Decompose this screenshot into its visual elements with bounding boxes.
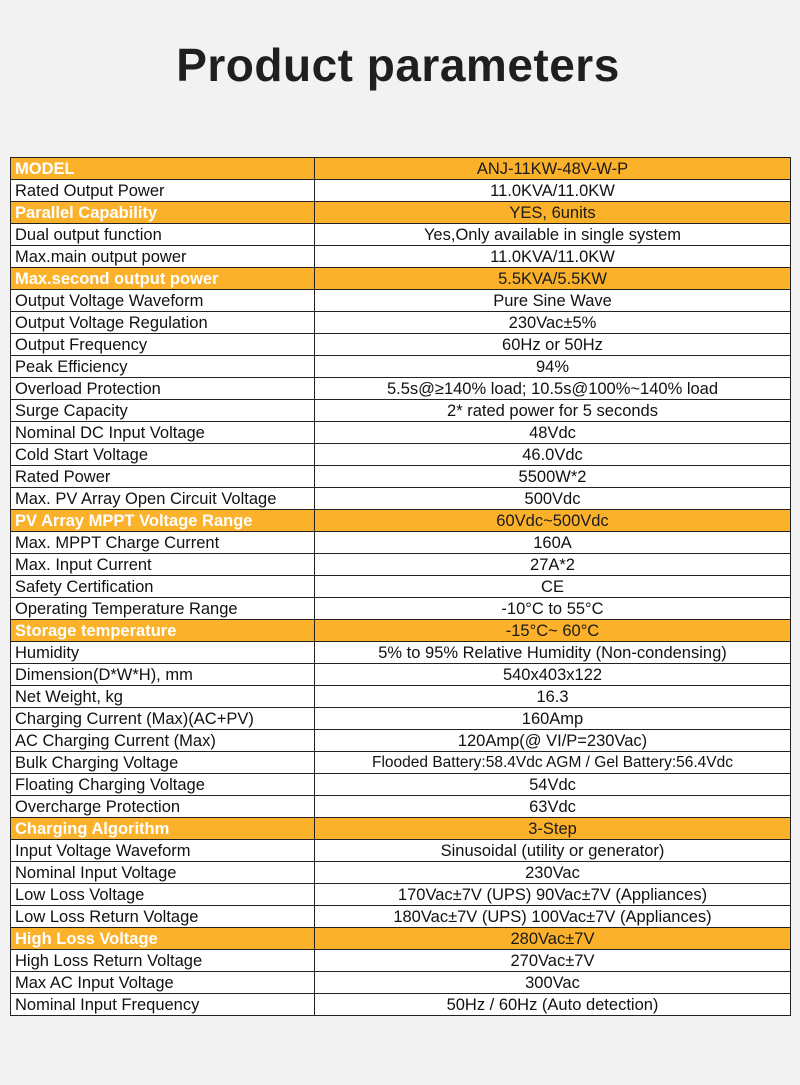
spec-label: Max.main output power: [11, 246, 315, 268]
spec-label: Overload Protection: [11, 378, 315, 400]
spec-label: Output Frequency: [11, 334, 315, 356]
spec-value: 11.0KVA/11.0KW: [315, 180, 791, 202]
spec-row: [11, 202, 791, 224]
spec-label: Net Weight, kg: [11, 686, 315, 708]
spec-row: [11, 268, 791, 290]
spec-row: [11, 994, 791, 1016]
spec-label: Rated Power: [11, 466, 315, 488]
spec-row: [11, 642, 791, 664]
spec-label: Dual output function: [11, 224, 315, 246]
spec-value: 50Hz / 60Hz (Auto detection): [315, 994, 791, 1016]
spec-label: Bulk Charging Voltage: [11, 752, 315, 774]
spec-value: 27A*2: [315, 554, 791, 576]
spec-row: [11, 246, 791, 268]
spec-row: [11, 884, 791, 906]
spec-label: Surge Capacity: [11, 400, 315, 422]
spec-value: 16.3: [315, 686, 791, 708]
spec-label: Floating Charging Voltage: [11, 774, 315, 796]
page-title: Product parameters: [176, 39, 620, 91]
spec-row: [11, 708, 791, 730]
spec-label: Dimension(D*W*H), mm: [11, 664, 315, 686]
spec-row: [11, 818, 791, 840]
spec-label: Input Voltage Waveform: [11, 840, 315, 862]
spec-row: [11, 224, 791, 246]
spec-row: [11, 730, 791, 752]
spec-label: Output Voltage Regulation: [11, 312, 315, 334]
spec-label: Max. PV Array Open Circuit Voltage: [11, 488, 315, 510]
spec-row: [11, 664, 791, 686]
spec-row: [11, 620, 791, 642]
spec-row: [11, 510, 791, 532]
spec-row: [11, 356, 791, 378]
spec-value: Yes,Only available in single system: [315, 224, 791, 246]
spec-value: ANJ-11KW-48V-W-P: [315, 158, 791, 180]
spec-label: Humidity: [11, 642, 315, 664]
spec-value: 540x403x122: [315, 664, 791, 686]
spec-label: Max. MPPT Charge Current: [11, 532, 315, 554]
spec-value: 500Vdc: [315, 488, 791, 510]
spec-row: [11, 950, 791, 972]
spec-label: Max. Input Current: [11, 554, 315, 576]
spec-label: PV Array MPPT Voltage Range: [11, 510, 315, 532]
spec-value: 5500W*2: [315, 466, 791, 488]
spec-table: [10, 157, 791, 1016]
spec-label: Cold Start Voltage: [11, 444, 315, 466]
spec-value: 280Vac±7V: [315, 928, 791, 950]
spec-label: Rated Output Power: [11, 180, 315, 202]
spec-label: Max AC Input Voltage: [11, 972, 315, 994]
spec-row: [11, 180, 791, 202]
spec-value: 300Vac: [315, 972, 791, 994]
spec-label: Charging Current (Max)(AC+PV): [11, 708, 315, 730]
spec-label: Safety Certification: [11, 576, 315, 598]
spec-row: [11, 466, 791, 488]
spec-label: Nominal DC Input Voltage: [11, 422, 315, 444]
spec-value: 5.5s@≥140% load; 10.5s@100%~140% load: [315, 378, 791, 400]
spec-value: 270Vac±7V: [315, 950, 791, 972]
spec-value: 2* rated power for 5 seconds: [315, 400, 791, 422]
spec-row: [11, 532, 791, 554]
spec-label: Low Loss Return Voltage: [11, 906, 315, 928]
spec-label: Low Loss Voltage: [11, 884, 315, 906]
spec-value: 230Vac: [315, 862, 791, 884]
spec-value: 5% to 95% Relative Humidity (Non-condensing): [315, 642, 791, 664]
spec-row: [11, 444, 791, 466]
spec-row: [11, 862, 791, 884]
spec-row: [11, 290, 791, 312]
spec-value: -10°C to 55°C: [315, 598, 791, 620]
spec-value: 160A: [315, 532, 791, 554]
spec-value: 11.0KVA/11.0KW: [315, 246, 791, 268]
spec-label: Nominal Input Voltage: [11, 862, 315, 884]
spec-row: [11, 400, 791, 422]
spec-row: [11, 774, 791, 796]
spec-row: [11, 488, 791, 510]
spec-value: 120Amp(@ VI/P=230Vac): [315, 730, 791, 752]
spec-row: [11, 598, 791, 620]
spec-row: [11, 422, 791, 444]
spec-row: [11, 686, 791, 708]
spec-row: [11, 752, 791, 774]
spec-row: [11, 554, 791, 576]
spec-label: Charging Algorithm: [11, 818, 315, 840]
spec-label: MODEL: [11, 158, 315, 180]
spec-value: CE: [315, 576, 791, 598]
spec-value: 5.5KVA/5.5KW: [315, 268, 791, 290]
spec-label: Overcharge Protection: [11, 796, 315, 818]
spec-value: 60Vdc~500Vdc: [315, 510, 791, 532]
spec-row: [11, 906, 791, 928]
spec-table-body: [11, 158, 791, 1016]
spec-value: 48Vdc: [315, 422, 791, 444]
spec-value: 46.0Vdc: [315, 444, 791, 466]
spec-row: [11, 158, 791, 180]
spec-value: 94%: [315, 356, 791, 378]
spec-label: Parallel Capability: [11, 202, 315, 224]
spec-row: [11, 928, 791, 950]
spec-value: 60Hz or 50Hz: [315, 334, 791, 356]
spec-row: [11, 378, 791, 400]
spec-row: [11, 972, 791, 994]
spec-value: 230Vac±5%: [315, 312, 791, 334]
spec-value: 54Vdc: [315, 774, 791, 796]
spec-value: Flooded Battery:58.4Vdc AGM / Gel Battery:56.4Vdc: [315, 752, 791, 774]
spec-label: Operating Temperature Range: [11, 598, 315, 620]
spec-row: [11, 796, 791, 818]
spec-row: [11, 840, 791, 862]
spec-value: 170Vac±7V (UPS) 90Vac±7V (Appliances): [315, 884, 791, 906]
spec-label: High Loss Return Voltage: [11, 950, 315, 972]
spec-value: 180Vac±7V (UPS) 100Vac±7V (Appliances): [315, 906, 791, 928]
spec-row: [11, 334, 791, 356]
spec-value: 3-Step: [315, 818, 791, 840]
spec-label: AC Charging Current (Max): [11, 730, 315, 752]
spec-label: Output Voltage Waveform: [11, 290, 315, 312]
spec-label: High Loss Voltage: [11, 928, 315, 950]
spec-label: Max.second output power: [11, 268, 315, 290]
spec-value: 63Vdc: [315, 796, 791, 818]
spec-row: [11, 576, 791, 598]
spec-value: Pure Sine Wave: [315, 290, 791, 312]
spec-label: Nominal Input Frequency: [11, 994, 315, 1016]
spec-label: Storage temperature: [11, 620, 315, 642]
spec-value: YES, 6units: [315, 202, 791, 224]
spec-label: Peak Efficiency: [11, 356, 315, 378]
spec-row: [11, 312, 791, 334]
spec-value: 160Amp: [315, 708, 791, 730]
spec-value: -15°C~ 60°C: [315, 620, 791, 642]
spec-value: Sinusoidal (utility or generator): [315, 840, 791, 862]
